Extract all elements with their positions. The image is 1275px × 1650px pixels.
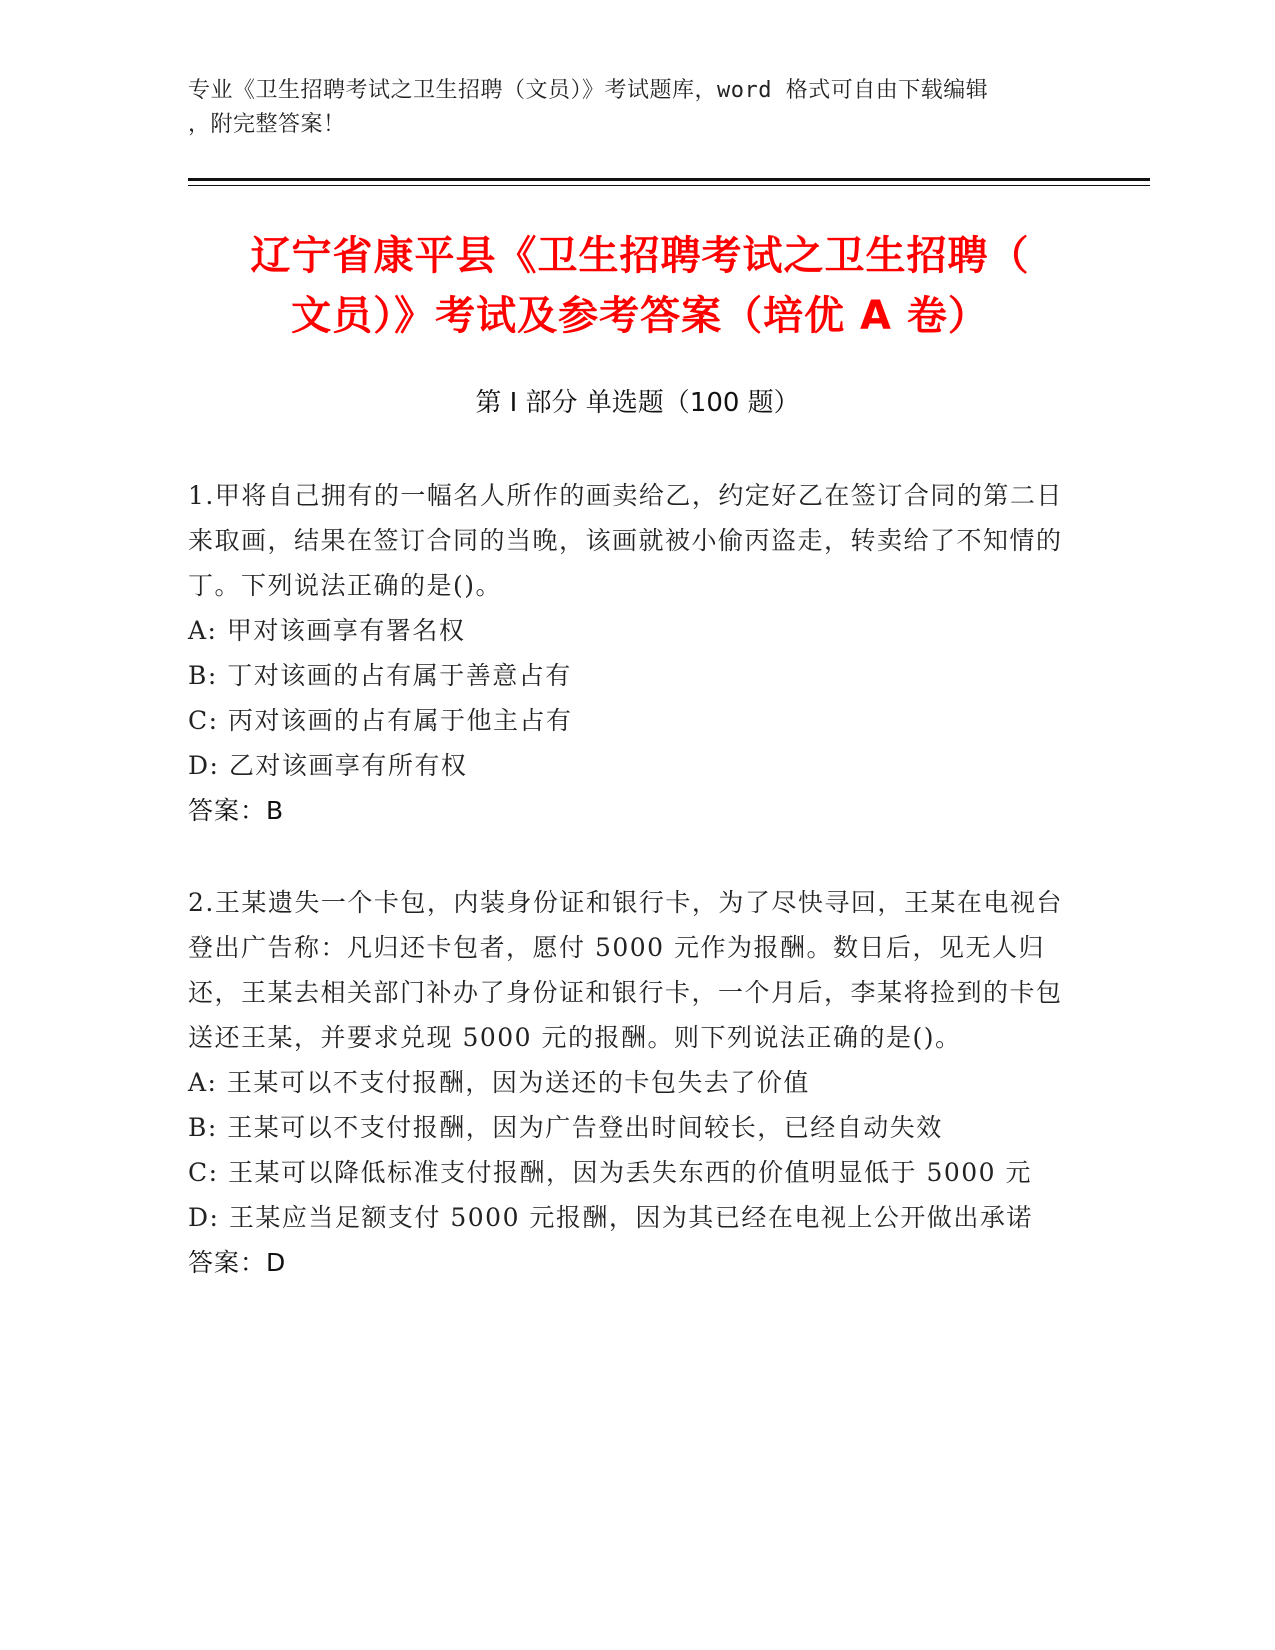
title-line1: 辽宁省康平县《卫生招聘考试之卫生招聘（ [250, 233, 1030, 279]
option-b: B: 丁对该画的占有属于善意占有 [188, 661, 572, 690]
title-line2: 文员）》考试及参考答案（培优 A 卷） [291, 293, 989, 339]
answer-label: 答案：D [188, 1248, 287, 1277]
document-title [160, 226, 1120, 346]
header-note [188, 74, 1088, 142]
header-note-line1: 专业《卫生招聘考试之卫生招聘（文员）》考试题库，word 格式可自由下载编辑 [188, 78, 989, 103]
option-c: C: 王某可以降低标准支付报酬，因为丢失东西的价值明显低于 5000 元 [188, 1158, 1033, 1187]
question-text: 2.王某遗失一个卡包，内装身份证和银行卡，为了尽快寻回，王某在电视台登出广告称：凡归还卡包者，愿付 5000 元作为报酬。数日后，见无人归还，王某去相关部门补办了身份证和银行卡，一个月后，李某将捡到的卡包送还王某，并要求兑现 5000 元的报酬。则下列说法正确的是()。 [188, 888, 1063, 1052]
question-text: 1.甲将自己拥有的一幅名人所作的画卖给乙，约定好乙在签订合同的第二日来取画，结果在签订合同的当晚，该画就被小偷丙盗走，转卖给了不知情的丁。下列说法正确的是()。 [188, 481, 1063, 600]
header-divider-thick [188, 178, 1150, 181]
option-a: A: 甲对该画享有署名权 [188, 616, 466, 645]
option-d: D: 王某应当足额支付 5000 元报酬，因为其已经在电视上公开做出承诺 [188, 1203, 1033, 1232]
option-d: D: 乙对该画享有所有权 [188, 751, 468, 780]
header-divider-thin [188, 185, 1150, 186]
option-c: C: 丙对该画的占有属于他主占有 [188, 706, 573, 735]
answer-label: 答案：B [188, 796, 285, 825]
header-note-line2: ，附完整答案！ [188, 112, 346, 137]
section-heading: 第 I 部分 单选题（100 题） [475, 388, 800, 418]
option-a: A: 王某可以不支付报酬，因为送还的卡包失去了价值 [188, 1068, 810, 1097]
question-block [188, 473, 1073, 833]
option-b: B: 王某可以不支付报酬，因为广告登出时间较长，已经自动失效 [188, 1113, 943, 1142]
question-block [188, 880, 1073, 1285]
